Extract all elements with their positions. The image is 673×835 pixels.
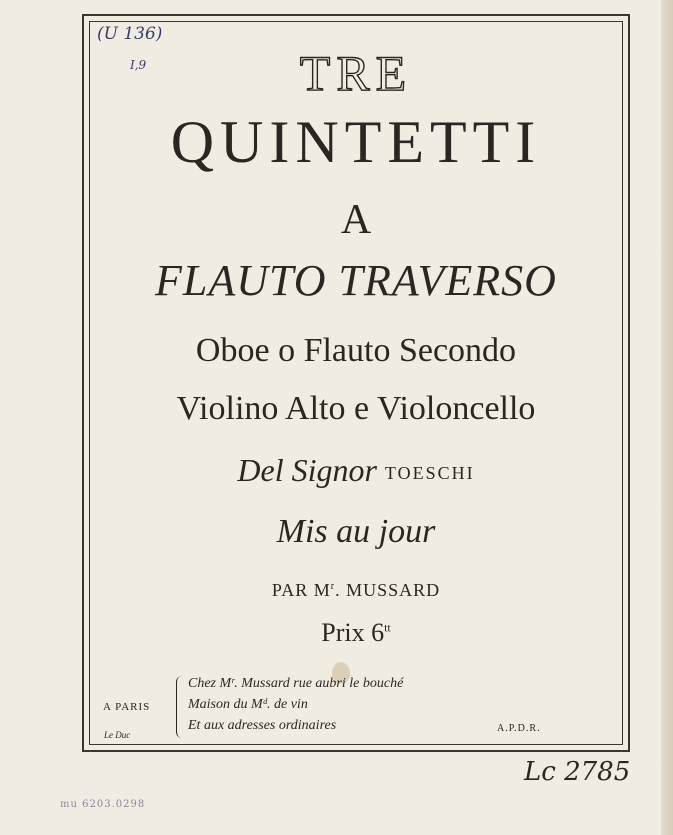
editor-prefix: PAR M xyxy=(271,580,331,600)
price-text: Prix 6 xyxy=(321,618,385,647)
volume-annotation: I,9 xyxy=(130,58,147,72)
title-quintetti: QUINTETTI xyxy=(170,109,542,175)
price-line xyxy=(89,618,623,648)
imprint-address-3: Et aux adresses ordinaires xyxy=(188,718,337,733)
imprint-address-1: Chez Mʳ. Mussard rue aubri le bouché xyxy=(188,676,404,691)
price-sup: tt xyxy=(384,620,391,635)
imprint-address-2: Maison du Mᵈ. de vin xyxy=(188,697,308,712)
title-flauto-traverso: FLAUTO TRAVERSO xyxy=(155,256,557,305)
editor-sup: r xyxy=(330,581,336,592)
catalog-stamp: mu 6203.0298 xyxy=(60,799,146,810)
composer-line xyxy=(89,452,623,489)
instrumentation-oboe: Oboe o Flauto Secondo xyxy=(195,332,517,369)
editor-line xyxy=(89,580,623,601)
shelfmark-annotation: (U 136) xyxy=(97,24,163,44)
imprint-city: A PARIS xyxy=(103,701,151,713)
privilege-mark: A.P.D.R. xyxy=(497,723,541,734)
page-edge xyxy=(661,0,673,835)
engraver-signature: Le Duc xyxy=(104,730,131,740)
imprint-brace xyxy=(176,676,185,738)
mis-au-jour: Mis au jour xyxy=(276,513,436,550)
composer-prefix: Del Signor xyxy=(237,452,377,488)
title-a: A xyxy=(340,197,372,243)
library-number-annotation: Lc 2785 xyxy=(524,757,631,787)
title-tre: TRE xyxy=(299,45,413,101)
instrumentation-violino: Violino Alto e Violoncello xyxy=(176,390,536,427)
editor-name: . MUSSARD xyxy=(335,580,441,600)
composer-name: TOESCHI xyxy=(384,463,475,484)
